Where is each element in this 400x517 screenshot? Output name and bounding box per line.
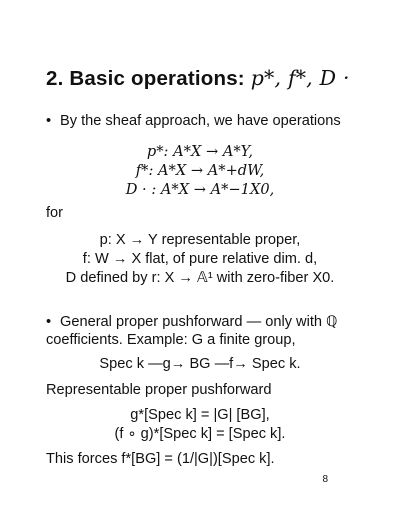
operation-pullback: f*: A*X → A*+dW, xyxy=(135,162,265,179)
for-label: for xyxy=(46,205,64,221)
page-number: 8 xyxy=(322,474,328,485)
operation-divisor: D · : A*X → A*−1X0, xyxy=(125,181,275,198)
general-paragraph-line-2: coefficients. Example: G a finite group, xyxy=(46,332,296,348)
condition-p: p: X → Y representable proper, xyxy=(99,232,301,248)
title-operations: p*, f*, D · xyxy=(250,66,350,90)
condition-f: f: W → X flat, of pure relative dim. d, xyxy=(82,251,318,267)
title-label: Basic operations: xyxy=(69,67,245,90)
title-number: 2. xyxy=(46,67,64,90)
operation-pushforward: p*: A*X → A*Y, xyxy=(146,143,254,160)
equation-fg-pushforward: (f ∘ g)*[Spec k] = [Spec k]. xyxy=(114,426,286,442)
conclusion-line: This forces f*[BG] = (1/|G|)[Spec k]. xyxy=(46,451,275,467)
intro-text: By the sheaf approach, we have operations xyxy=(60,113,341,129)
bullet-marker: • xyxy=(46,314,52,330)
general-text-line-1: General proper pushforward — only with ℚ xyxy=(60,314,338,330)
equation-g-pushforward: g*[Spec k] = |G| [BG], xyxy=(130,407,270,423)
bullet-marker: • xyxy=(46,113,52,129)
general-paragraph-line-1 xyxy=(46,313,338,331)
slide-title xyxy=(46,66,350,91)
intro-paragraph xyxy=(46,112,341,130)
condition-d: D defined by r: X → 𝔸¹ with zero-fiber X0. xyxy=(65,270,335,286)
representable-label: Representable proper pushforward xyxy=(46,382,272,398)
spec-map-line: Spec k —g→ BG —f→ Spec k. xyxy=(99,356,301,372)
